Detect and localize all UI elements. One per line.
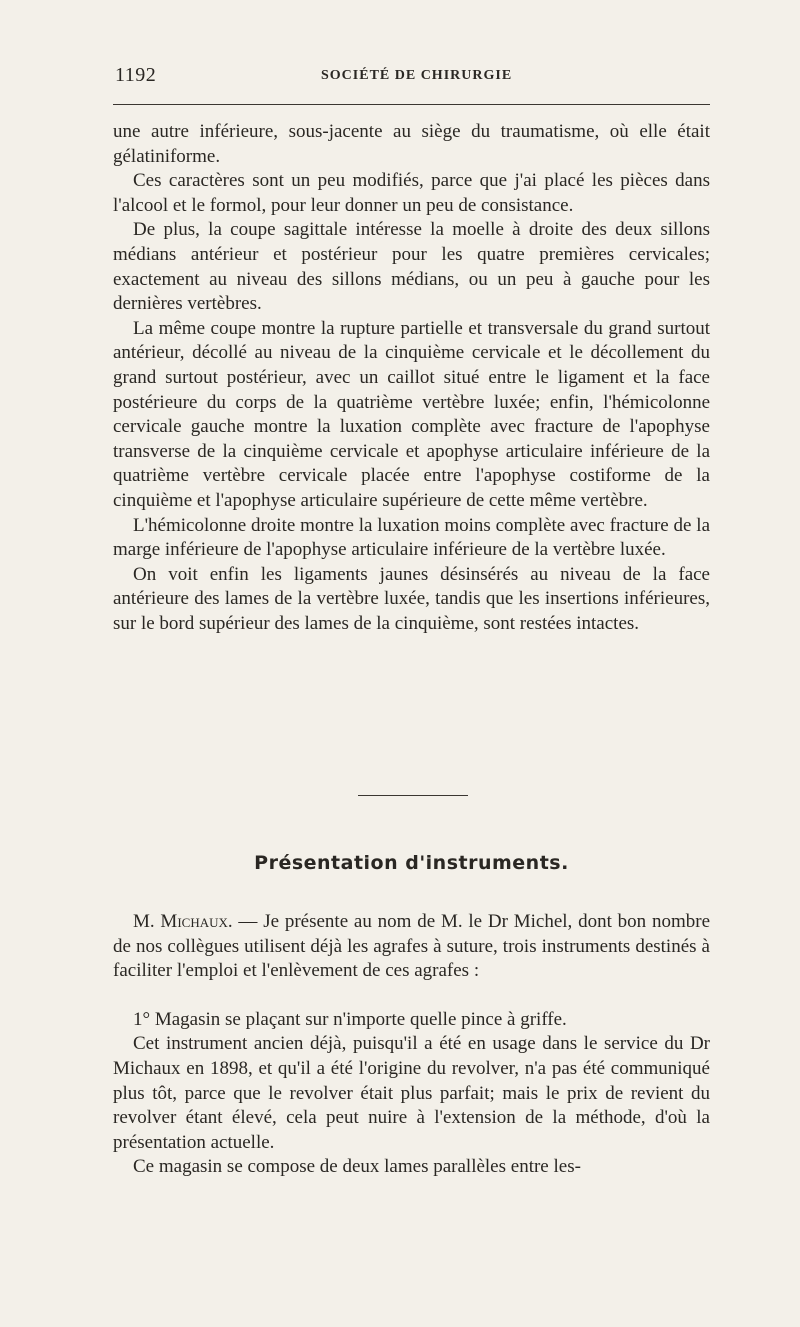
paragraph: 1° Magasin se plaçant sur n'importe quelle pince à griffe. [133,1008,567,1030]
paragraph-text: — Je présente au nom de M. le Dr Michel, dont bon nombre de nos collègues utilisent déjà les agrafes à suture, trois instruments destinés à faciliter l'emploi et l'enlèvement de ces agrafes : [113,911,711,982]
running-head: SOCIÉTÉ DE CHIRURGIE [321,68,513,83]
speaker-name: M. Michaux. [133,911,233,932]
paragraph: L'hémicolonne droite montre la luxation moins complète avec fracture de la marge inférieure de l'apophyse articulaire inférieure de la vertèbre luxée. [113,514,710,561]
paragraph: De plus, la coupe sagittale intéresse la moelle à droite des deux sillons médians antérieur et postérieur pour les quatre premières cervicales; exactement au niveau des sillons médians, ou un peu à gauche pour les dernières vertèbres. [113,219,710,315]
paragraph: une autre inférieure, sous-jacente au siège du traumatisme, où elle était gélatiniforme. [113,121,710,167]
section-divider [358,795,468,796]
paragraph: On voit enfin les ligaments jaunes désinsérés au niveau de la face antérieure des lames de la vertèbre luxée, tandis que les insertions inférieures, sur le bord supérieur des lames de la cinquième, sont restées intactes. [113,563,710,634]
paragraph: La même coupe montre la rupture partielle et transversale du grand surtout antérieur, décollé au niveau de la cinquième cervicale et le décollement du grand surtout postérieur, avec un caillot situé entre le ligament et la face postérieure du corps de la quatrième vertèbre luxée; enfin, l'hémicolonne cervicale gauche montre la luxation complète avec fracture de l'apophyse transverse de la cinquième cervicale et apophyse articulaire inférieure de la quatrième vertèbre cervicale placée entre l'apophyse costiforme de la cinquième et l'apophyse articulaire supérieure de cette même vertèbre. [113,317,710,511]
header-rule [113,104,710,105]
section-title: Présentation d'instruments. [254,852,569,874]
paragraph: Ce magasin se compose de deux lames parallèles entre les- [133,1156,581,1178]
paragraph: Cet instrument ancien déjà, puisqu'il a été en usage dans le service du Dr Michaux en 1898, et qu'il a été l'origine du revolver, n'a pas été communiqué plus tôt, parce que le revolver était plus parfait; mais le prix de revient du revolver étant élevé, cela peut nuire à l'extension de la méthode, d'où la présentation actuelle. [113,1033,710,1153]
body-text [113,120,710,636]
paragraph: Ces caractères sont un peu modifiés, parce que j'ai placé les pièces dans l'alcool et le formol, pour leur donner un peu de consistance. [113,170,710,216]
page-header [113,64,710,94]
paragraph [113,910,710,984]
section-body [113,910,710,1180]
page-number: 1192 [115,64,157,86]
